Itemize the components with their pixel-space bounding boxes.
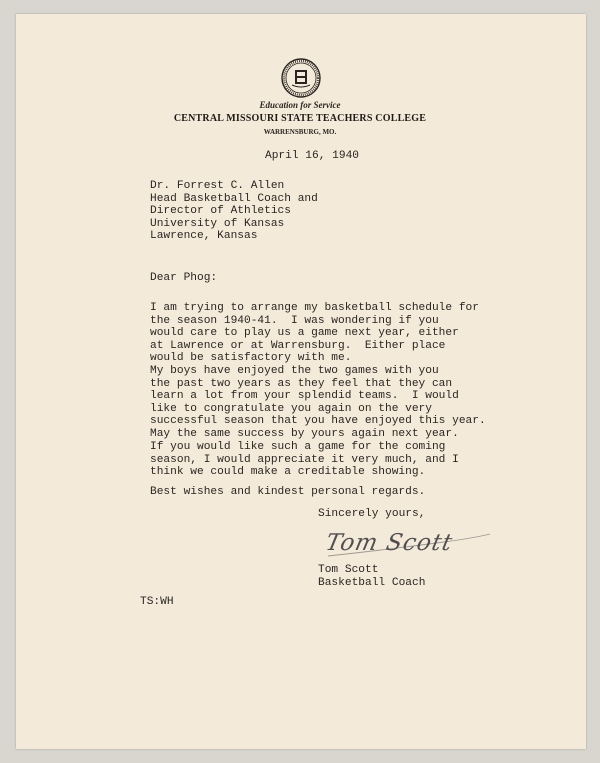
paragraph-1-line: the season 1940-41. I was wondering if you	[150, 314, 439, 327]
letterhead-college-name: CENTRAL MISSOURI STATE TEACHERS COLLEGE	[173, 113, 427, 124]
recipient-title-1: Head Basketball Coach and	[150, 192, 318, 205]
paragraph-2-line: like to congratulate you again on the very	[150, 402, 432, 415]
signer-title: Basketball Coach	[318, 576, 426, 589]
salutation: Dear Phog:	[150, 272, 218, 284]
paragraph-2	[150, 365, 486, 440]
paragraph-2-line: successful season that you have enjoyed this year.	[150, 415, 486, 427]
paragraph-1	[150, 302, 479, 365]
recipient-title-2: Director of Athletics	[150, 205, 291, 217]
paragraph-2-line: learn a lot from your splendid teams. I would	[150, 390, 459, 402]
paragraph-2-line: May the same success by yours again next year.	[150, 427, 459, 440]
paragraph-3-line: season, I would appreciate it very much, and I	[150, 453, 459, 466]
signature-text: Tom Scott	[323, 530, 456, 556]
letterhead-location: WARRENSBURG, MO.	[263, 128, 337, 136]
recipient-institution: University of Kansas	[150, 217, 285, 230]
letterhead-motto: Education for Service	[259, 100, 341, 110]
signer-name: Tom Scott	[318, 564, 379, 576]
paragraph-1-line: would care to play us a game next year, either	[150, 327, 459, 339]
closing-wishes: Best wishes and kindest personal regards.	[150, 486, 426, 498]
typist-initials: TS:WH	[140, 596, 174, 608]
recipient-address	[150, 180, 318, 243]
college-seal-icon	[281, 58, 321, 98]
paragraph-3	[150, 441, 459, 479]
paragraph-2-line: the past two years as they feel that they can	[150, 377, 453, 390]
paragraph-1-line: at Lawrence or at Warrensburg. Either place	[150, 339, 446, 352]
letter-date: April 16, 1940	[265, 150, 359, 162]
signer-block	[318, 564, 425, 589]
handwritten-signature	[324, 528, 494, 564]
paragraph-1-line: I am trying to arrange my basketball schedule for	[150, 302, 479, 314]
recipient-city: Lawrence, Kansas	[150, 230, 258, 242]
paragraph-2-line: My boys have enjoyed the two games with you	[150, 365, 439, 377]
complimentary-close: Sincerely yours,	[318, 508, 426, 520]
recipient-name: Dr. Forrest C. Allen	[150, 180, 285, 192]
paragraph-3-line: think we could make a creditable showing.	[150, 466, 426, 478]
paragraph-1-line: would be satisfactory with me.	[150, 352, 352, 364]
paragraph-3-line: If you would like such a game for the coming	[150, 441, 446, 453]
